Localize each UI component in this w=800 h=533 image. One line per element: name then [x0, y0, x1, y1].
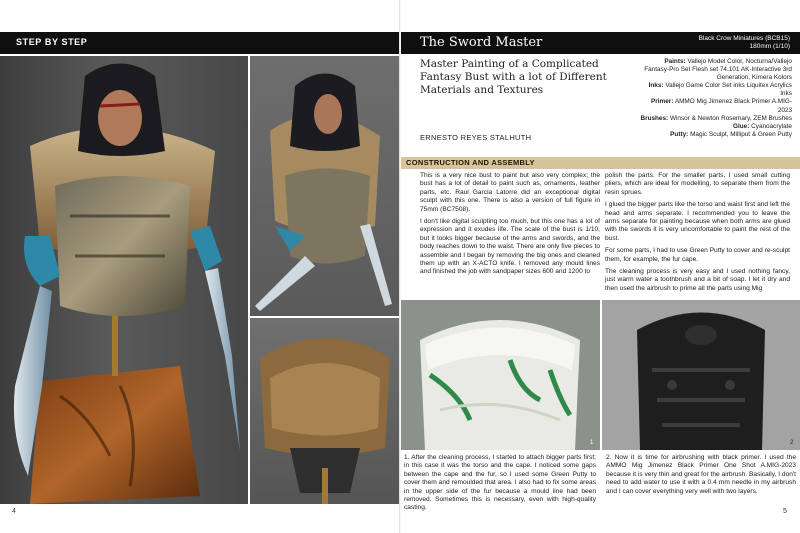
- left-page-header: [0, 32, 400, 54]
- green-putty-cape-photo: [400, 300, 600, 450]
- step-caption-2: 2. Now it is time for airbrushing with black primer. I used the AMMO Mig Jimenez Black Primer One Shot A.MIG-2023 because it is very thin and great for the airbrush. Basically, I don't need to add water to use it with a 0.4 mm needle in my airbrush and I can cover everything very well with two layers.: [606, 454, 796, 495]
- product-code: Black Crow Miniatures (BCB15): [698, 35, 790, 42]
- section-label: STEP BY STEP: [16, 37, 88, 47]
- paragraph: The cleaning process is very easy and I used nothing fancy, just warm water a toothbrush and a bit of soap. I let it dry and then used the airbrush to prime all the parts using Mig: [605, 268, 790, 292]
- article-title: The Sword Master: [420, 35, 543, 50]
- materials-item: Putty: Magic Sculpt, Milliput & Green Putty: [670, 130, 792, 138]
- right-page: [400, 0, 800, 533]
- section-bar: [400, 157, 800, 169]
- materials-list: [640, 58, 792, 139]
- section-title: CONSTRUCTION AND ASSEMBLY: [406, 158, 535, 167]
- article-subtitle: Master Painting of a Complicated Fantasy Bust with a lot of Different Materials and Textures: [420, 58, 607, 96]
- materials-item: Paints: Vallejo Model Color, Nocturna/Vallejo Fantasy-Pro Set Flesh set 74.101 AK-Interactive 3rd Generation, Kimera Kolors: [644, 58, 792, 82]
- materials-item: Brushes: Winsor & Newton Rosemary, ZEM Brushes: [640, 114, 792, 122]
- paragraph: For some parts, I had to use Green Putty to cover and re-sculpt them, for example, the fur cape.: [605, 247, 790, 263]
- product-scale: 180mm (1/10): [749, 43, 790, 50]
- text-column-2: [605, 172, 790, 297]
- black-primed-torso-photo: [602, 300, 800, 450]
- paragraph: This is a very nice bust to paint but also very complex; the bust has a lot of detail to paint such as, ornaments, leather parts, etc. Raul Garcia Latorre did an exceptional digital sculpt with this one. There is also a version of full figure in 75mm (BC7508).: [420, 172, 600, 213]
- step-caption-1: 1. After the cleaning process, I started to attach bigger parts first; in this case it was the torso and the cape. I noticed some gaps between the cape and the fur, so I used some Green Putty to cover them and remoulded that area. I also had to fix some areas in the upper side of the fur because a mould line had been removed. Sometimes this is necessary, even with high-quality casting.: [404, 454, 596, 512]
- paragraph: I don't like digital sculpting too much, but this one has a lot of expression and it exudes life. The scale of the bust is 1/10, but it looks bigger because of the arms and swords, and the body reaches down to the waist. There are only five pieces to assemble and I began by removing the big ones and cleaned them up with an X-ACTO knife. I removed any mould lines and finished the job with sandpaper sizes 600 and 1200 to: [420, 218, 600, 276]
- photo-number: 2: [790, 440, 794, 446]
- materials-item: Primer: AMMO Mig Jimenez Black Primer A.MIG-2023: [650, 98, 792, 114]
- text-column-1: [420, 172, 600, 281]
- materials-item: Inks: Vallejo Game Color Set inks Liquitex Acrylics Inks: [648, 82, 792, 98]
- author-name: ERNESTO REYES STALHUTH: [420, 133, 532, 142]
- bust-side-photo: [250, 56, 400, 316]
- page-number-left: 4: [12, 508, 16, 515]
- bust-back-photo: [250, 318, 400, 504]
- paragraph: polish the parts. For the smaller parts, I used small cutting pliers, which are ideal for modelling, to separate them from the resin sprues.: [605, 172, 790, 196]
- page-number-right: 5: [783, 508, 787, 515]
- photo-number: 1: [590, 440, 594, 446]
- article-header: [400, 32, 800, 54]
- materials-item: Glue: Cyanoacrylate: [733, 122, 792, 130]
- paragraph: I glued the bigger parts like the torso and waist first and left the head and arms separate. I recommended you to leave the arms separate for painting because when both arms are glued with the swords it is very uncomfortable to paint the rest of the bust.: [605, 201, 790, 242]
- product-info: [699, 35, 790, 51]
- bust-front-photo: [0, 56, 248, 504]
- page-spine: [399, 0, 401, 533]
